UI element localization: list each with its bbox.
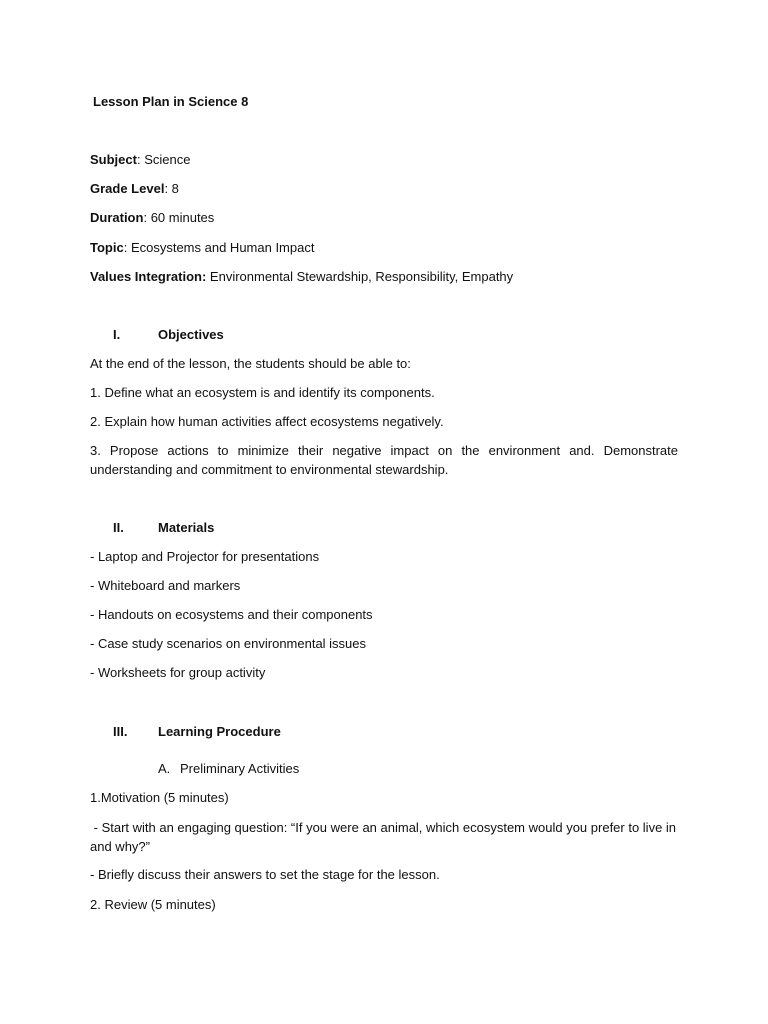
material-item: - Case study scenarios on environmental issues bbox=[90, 636, 367, 651]
objective-item: 2. Explain how human activities affect ecosystems negatively. bbox=[90, 414, 444, 429]
field-value: Environmental Stewardship, Responsibility, Empathy bbox=[206, 269, 514, 284]
field-label: Grade Level bbox=[90, 181, 165, 196]
field-label: Duration bbox=[90, 210, 144, 225]
field-value: Science bbox=[140, 152, 191, 167]
section-title-procedure: Learning Procedure bbox=[158, 724, 281, 739]
objective-item: 1. Define what an ecosystem is and identify its components. bbox=[90, 385, 435, 400]
field-grade-level bbox=[90, 180, 678, 198]
objective-item: 3. Propose actions to minimize their negative impact on the environment and. Demonstrate understanding and commitment to environmental stewardship. bbox=[90, 443, 678, 477]
section-title-objectives: Objectives bbox=[158, 327, 224, 342]
field-values-integration bbox=[90, 268, 678, 286]
field-sep: : bbox=[164, 181, 169, 196]
field-sep: : bbox=[123, 240, 128, 255]
section-number-materials: II. bbox=[113, 520, 124, 535]
doc-title: Lesson Plan in Science 8 bbox=[93, 94, 249, 109]
field-value: 8 bbox=[168, 181, 179, 196]
objectives-intro: At the end of the lesson, the students should be able to: bbox=[90, 356, 411, 371]
section-number-procedure: III. bbox=[113, 724, 128, 739]
subsection-title: Preliminary Activities bbox=[180, 761, 300, 776]
field-label: Topic bbox=[90, 240, 124, 255]
section-title-materials: Materials bbox=[158, 520, 215, 535]
field-value: Ecosystems and Human Impact bbox=[127, 240, 315, 255]
field-sep: : bbox=[136, 152, 141, 167]
field-label: Subject bbox=[90, 152, 137, 167]
section-number-objectives: I. bbox=[113, 327, 121, 342]
subsection-letter: A. bbox=[158, 761, 171, 776]
field-value: 60 minutes bbox=[147, 210, 215, 225]
procedure-line: - Briefly discuss their answers to set the stage for the lesson. bbox=[90, 867, 440, 882]
field-duration bbox=[90, 209, 678, 227]
procedure-line: - Start with an engaging question: “If you were an animal, which ecosystem would you prefer to live in and why?” bbox=[90, 820, 680, 854]
procedure-line: 1.Motivation (5 minutes) bbox=[90, 790, 229, 805]
field-label: Values Integration: bbox=[90, 269, 207, 284]
material-item: - Handouts on ecosystems and their components bbox=[90, 607, 373, 622]
field-subject bbox=[90, 151, 678, 169]
field-topic bbox=[90, 239, 678, 257]
procedure-line: 2. Review (5 minutes) bbox=[90, 897, 216, 912]
material-item: - Worksheets for group activity bbox=[90, 665, 266, 680]
field-sep: : bbox=[143, 210, 148, 225]
material-item: - Laptop and Projector for presentations bbox=[90, 549, 320, 564]
material-item: - Whiteboard and markers bbox=[90, 578, 241, 593]
